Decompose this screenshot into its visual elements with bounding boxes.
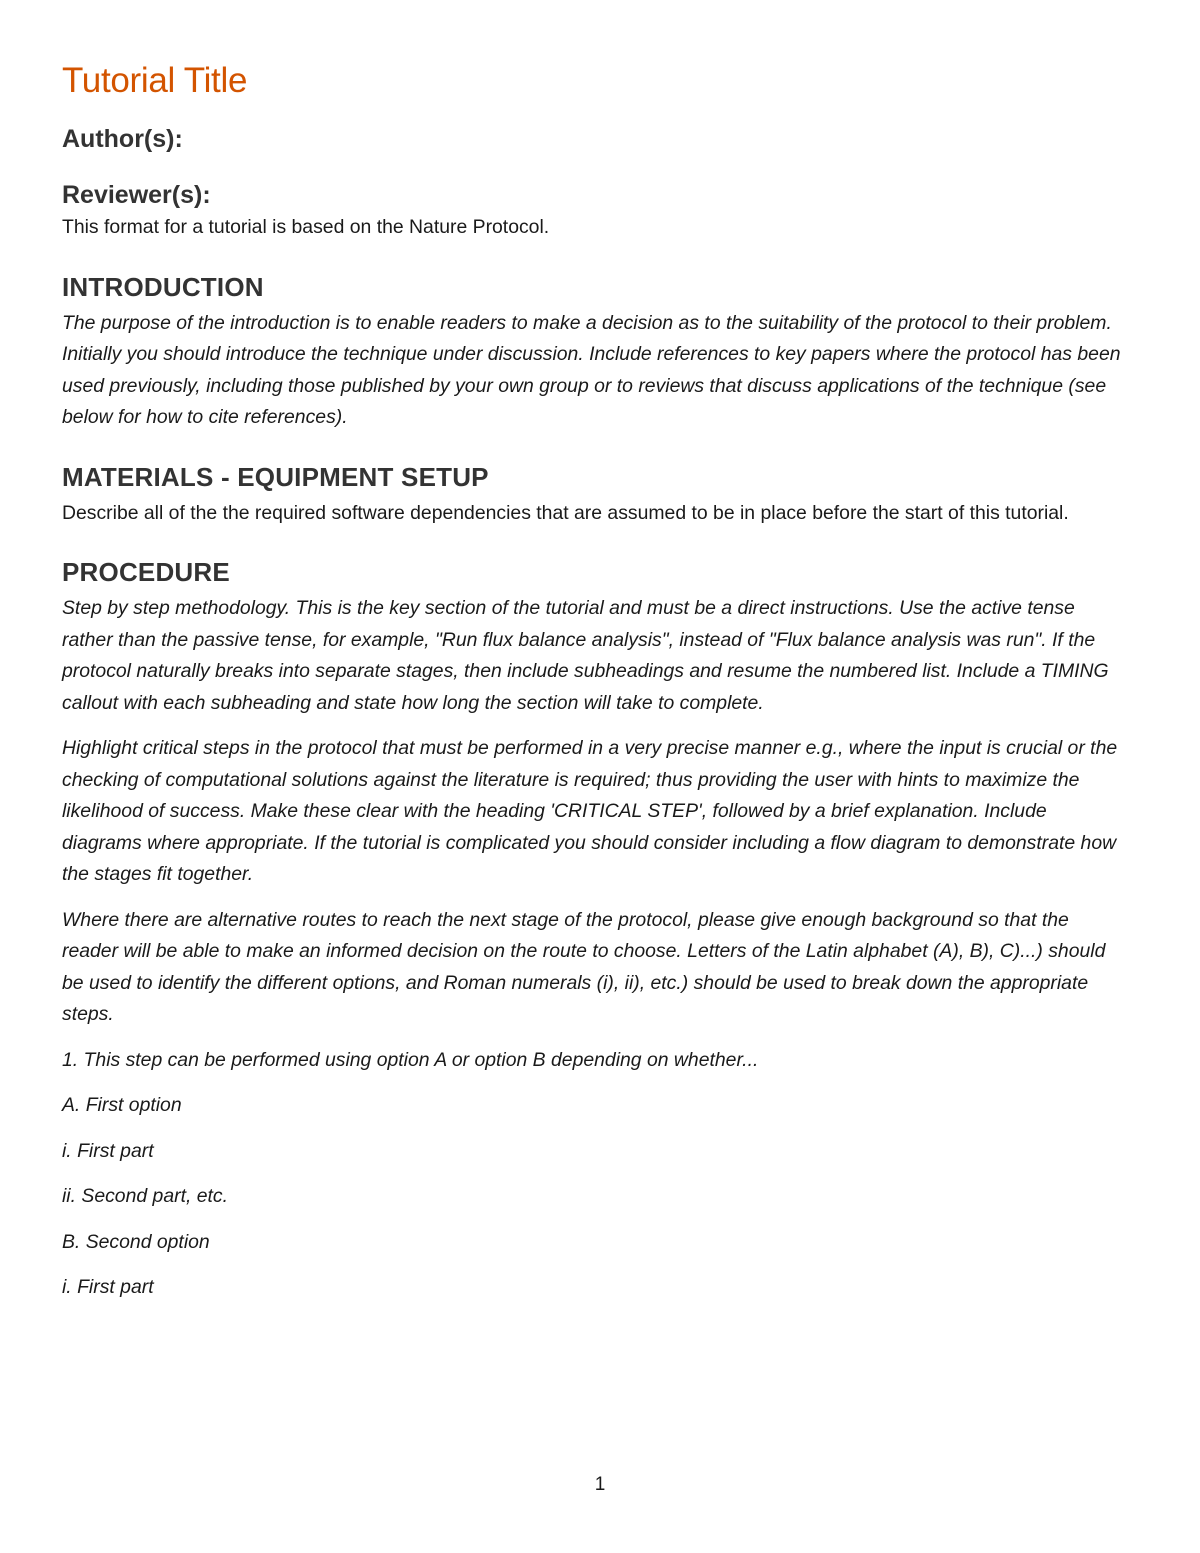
materials-heading: MATERIALS - EQUIPMENT SETUP <box>62 461 489 492</box>
reviewers-label: Reviewer(s): <box>62 181 211 209</box>
procedure-paragraph: Where there are alternative routes to reach the next stage of the protocol, please give enough background so that the reader will be able to make an informed decision on the route to choose. Letters of the Latin alphabet (A), B), C)...) should be used to identify the different options, and Roman numerals (i), ii), etc.) should be used to break down the appropriate steps. <box>62 908 1106 1025</box>
procedure-option: B. Second option <box>62 1230 210 1253</box>
page-title: Tutorial Title <box>62 61 248 100</box>
procedure-substep: i. First part <box>62 1139 154 1162</box>
basis-note: This format for a tutorial is based on the Nature Protocol. <box>62 216 550 238</box>
introduction-heading: INTRODUCTION <box>62 271 264 302</box>
introduction-section <box>62 270 1122 434</box>
procedure-section <box>62 555 1122 1304</box>
procedure-substep: ii. Second part, etc. <box>62 1185 228 1207</box>
procedure-heading: PROCEDURE <box>62 557 230 587</box>
materials-body: Describe all of the the required software dependencies that are assumed to be in place before the start of this tutorial. <box>62 501 1069 524</box>
authors-label: Author(s): <box>62 125 183 153</box>
document-page <box>62 56 1122 1304</box>
page-number: 1 <box>594 1474 606 1495</box>
procedure-paragraph: Step by step methodology. This is the key section of the tutorial and must be a direct instructions. Use the active tense rather than the passive tense, for example, "Run flux balance analysis", instead of "Flux balance analysis was run". If the protocol naturally breaks into separate stages, then include subheadings and resume the numbered list. Include a TIMING callout with each subheading and state how long the section will take to complete. <box>62 597 1109 714</box>
procedure-step: 1. This step can be performed using option A or option B depending on whether... <box>62 1048 759 1071</box>
procedure-substep: i. First part <box>62 1276 154 1298</box>
procedure-option: A. First option <box>62 1094 182 1116</box>
materials-section <box>62 460 1122 530</box>
introduction-body: The purpose of the introduction is to enable readers to make a decision as to the suitability of the protocol to their problem. Initially you should introduce the technique under discussion. Include references to key papers where the protocol has been used previously, including those published by your own group or to reviews that discuss applications of the technique (see below for how to cite references). <box>62 311 1121 428</box>
procedure-paragraph: Highlight critical steps in the protocol that must be performed in a very precise manner e.g., where the input is crucial or the checking of computational solutions against the literature is required; thus providing the user with hints to maximize the likelihood of success. Make these clear with the heading 'CRITICAL STEP', followed by a brief explanation. Include diagrams where appropriate. If the tutorial is complicated you should consider including a flow diagram to demonstrate how the stages fit together. <box>62 737 1118 885</box>
